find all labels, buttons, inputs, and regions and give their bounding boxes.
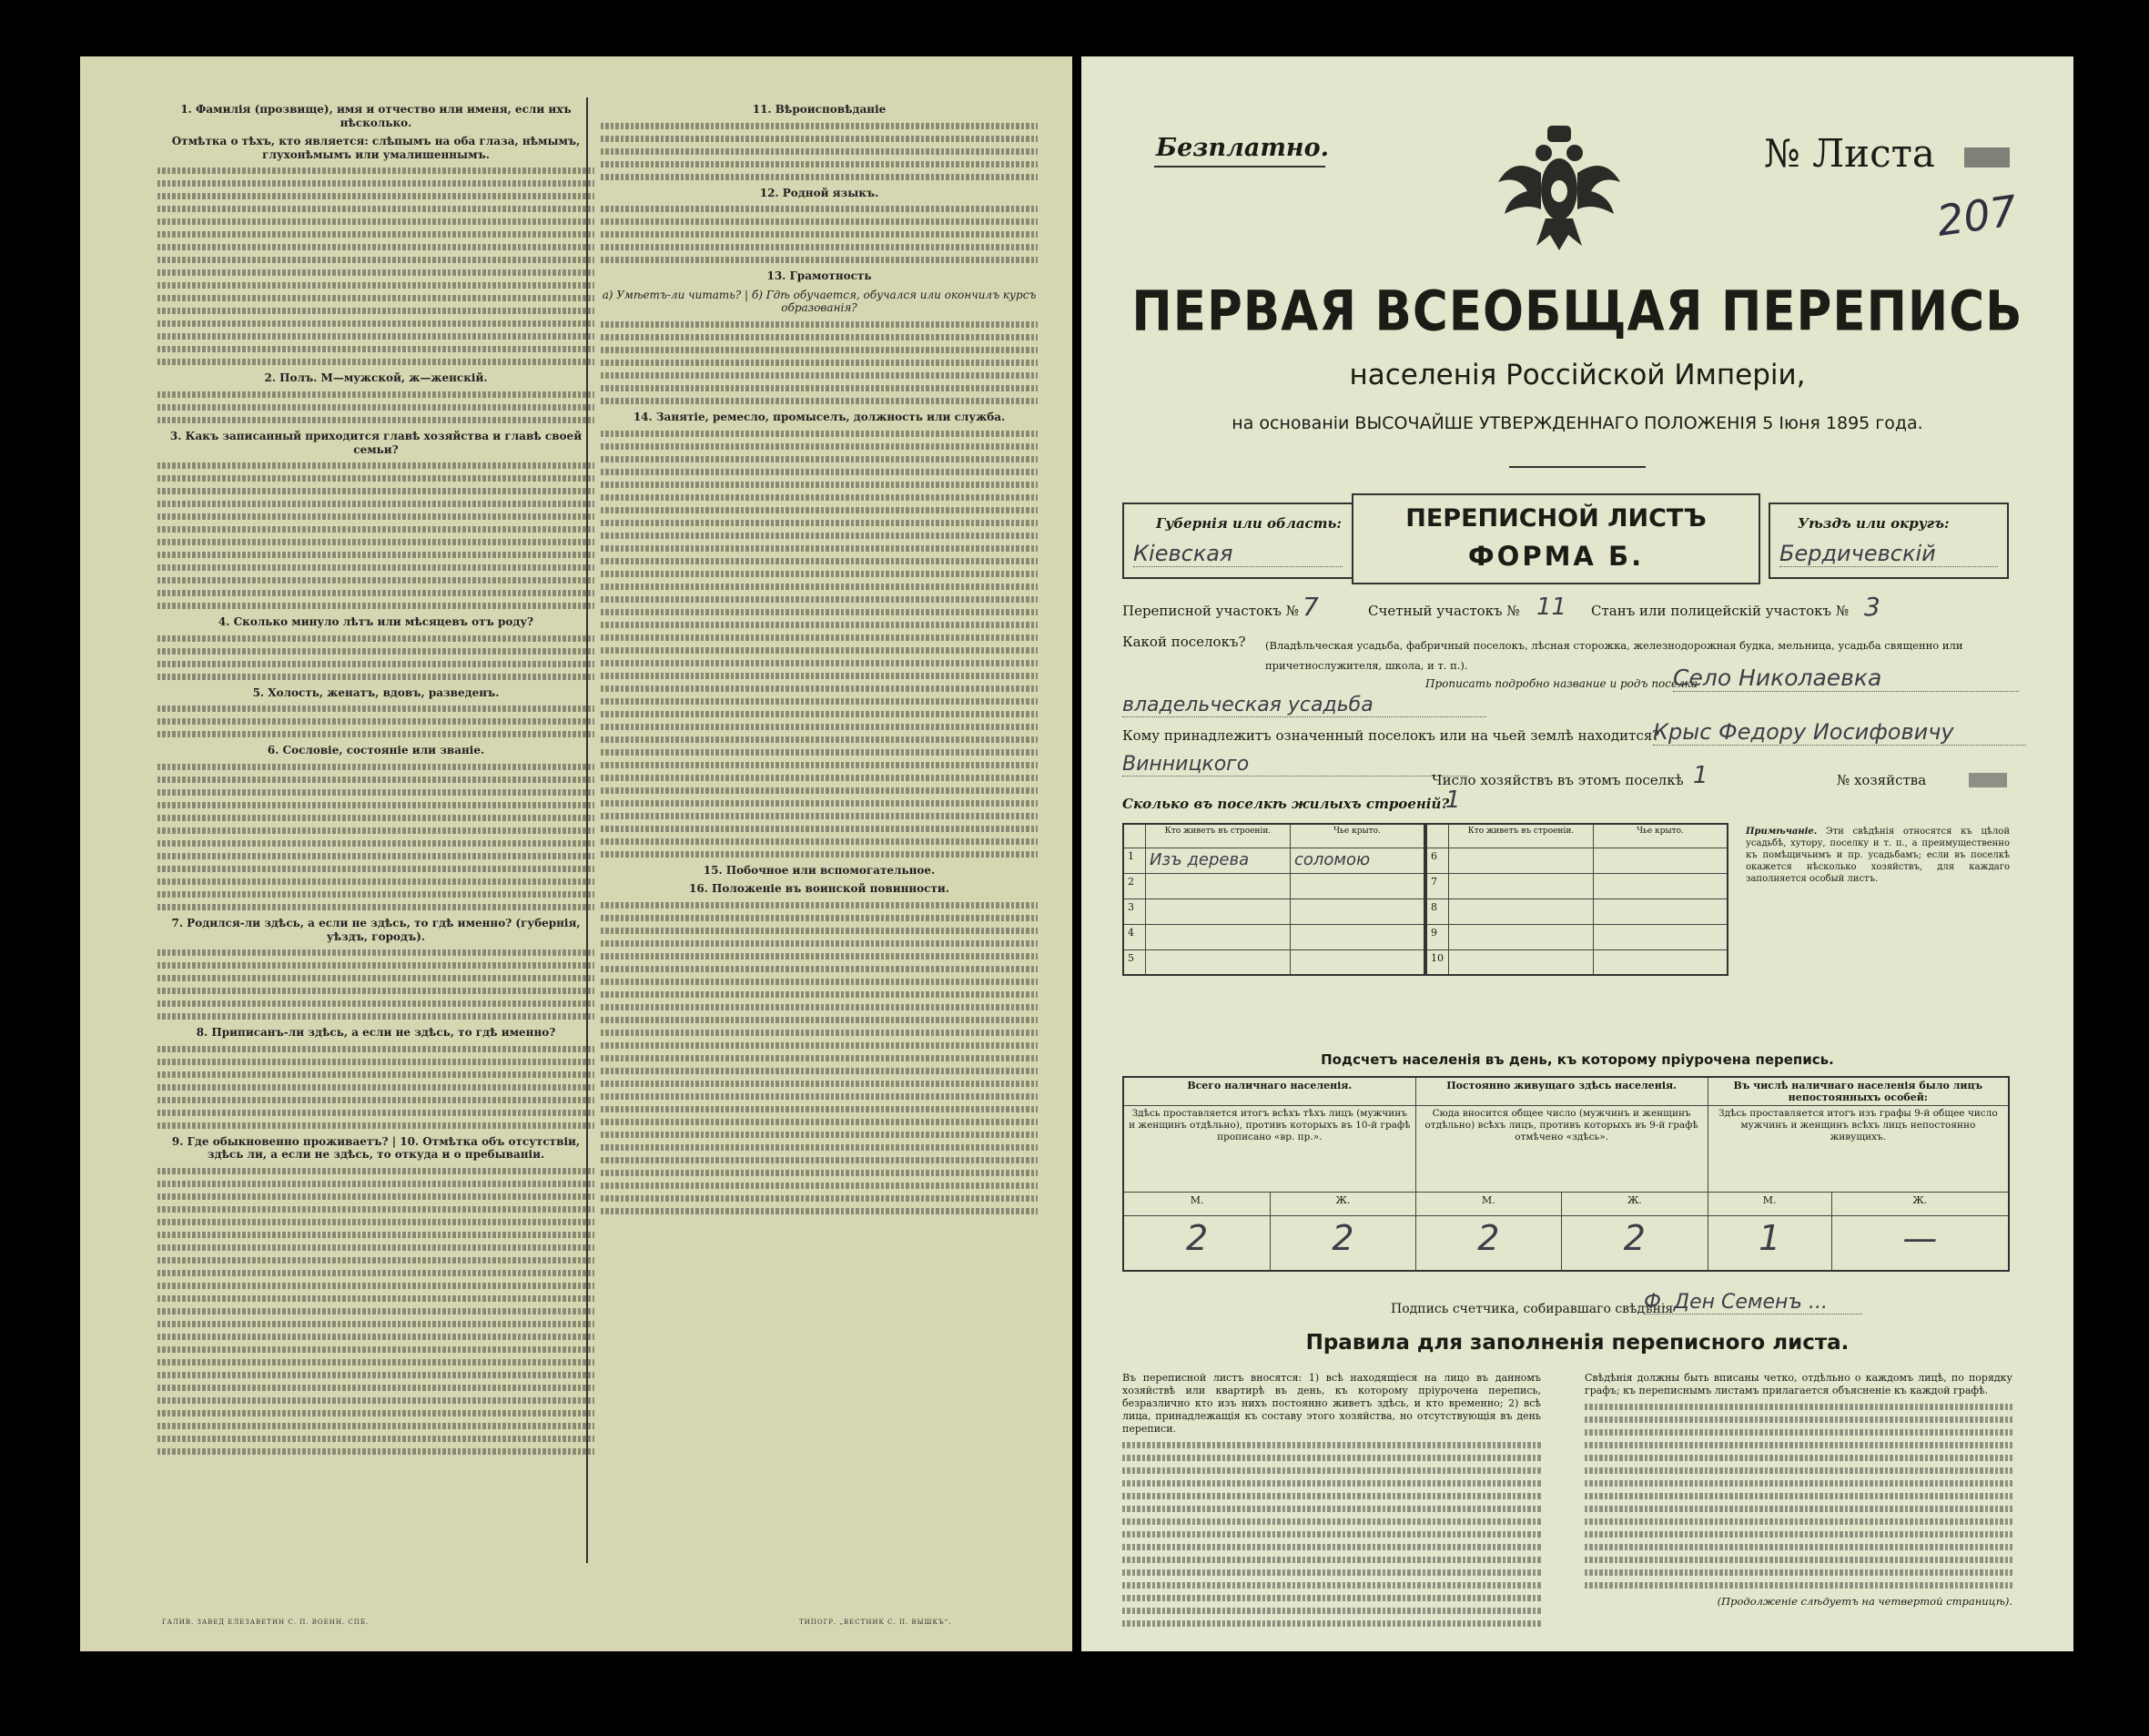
text-block — [601, 206, 1038, 263]
text-block — [157, 949, 594, 1020]
buildings-col-who: Кто живетъ въ строеніи. — [1449, 824, 1594, 848]
text-block — [601, 902, 1038, 1214]
sheet-number-box — [1964, 147, 2010, 168]
settlement-label: Какой поселокъ? — [1122, 634, 1246, 650]
present-female: 2 — [1271, 1216, 1415, 1271]
building-who: Изъ дерева — [1146, 848, 1291, 873]
section-heading: 11. Вѣроисповѣданіе — [752, 103, 887, 116]
row-number: 2 — [1123, 873, 1146, 898]
province-value: Кіевская — [1133, 541, 1343, 567]
buildings-table-right — [1425, 823, 1728, 976]
buildings-col-who: Кто живетъ въ строеніи. — [1146, 824, 1291, 848]
printer-footer: ГАЛИВ. ЗАВЕД ЕЛЕЗАВЕТИН С. П. ВОЕНН. СПБ. — [162, 1619, 370, 1626]
owner-value: Крыс Федору Иосифовичу — [1653, 719, 2026, 746]
district-value: Бердичевскій — [1779, 541, 1998, 567]
female-header: Ж. — [1271, 1193, 1415, 1216]
row-number: 1 — [1123, 848, 1146, 873]
buildings-col-roof: Чье крыто. — [1594, 824, 1728, 848]
text-block — [601, 123, 1038, 180]
male-header: М. — [1123, 1193, 1271, 1216]
row-number: 7 — [1426, 873, 1449, 898]
signature-value: Ф. Ден Семенъ ... — [1644, 1291, 1862, 1315]
household-number-box — [1969, 773, 2007, 787]
rules-left-column — [1122, 1372, 1541, 1633]
buildings-table-left — [1122, 823, 1425, 976]
right-page — [1081, 56, 2073, 1651]
province-label: Губернія или область: — [1156, 515, 1342, 532]
page-title: ПЕРВАЯ ВСЕОБЩАЯ ПЕРЕПИСЬ — [1131, 279, 2023, 344]
page-subtitle: населенія Россійской Имперіи, — [1349, 359, 1806, 391]
col-resident-desc: Сюда вносится общее число (мужчинъ и женщинъ отдѣльно) всѣхъ лицъ, противъ которыхъ въ 9-й графѣ отмѣчено «здѣсь». — [1415, 1106, 1708, 1193]
transient-male: 1 — [1708, 1216, 1831, 1271]
form-name: ФОРМА Б. — [1467, 541, 1645, 572]
buildings-label: Сколько въ поселкѣ жилыхъ строеній? — [1122, 796, 1450, 812]
free-label: Безплатно. — [1156, 134, 1330, 162]
section-heading: а) Умѣетъ-ли читать? | б) Гдѣ обучается, обучался или окончилъ курсъ образованія? — [602, 288, 1037, 315]
male-header: М. — [1708, 1193, 1831, 1216]
settlement-hint: (Владѣльческая усадьба, фабричный поселокъ, лѣсная сторожка, железнодорожная будка, мельница, усадьба священно или причетнослужителя, школа, и т. п.). — [1265, 639, 1963, 672]
left-page — [80, 56, 1072, 1651]
continued-note: (Продолженіе слѣдуетъ на четвертой страницѣ). — [1717, 1595, 2012, 1608]
sheet-number-handwritten: 207 — [1933, 186, 2021, 246]
section-heading: 5. Холость, женатъ, вдовъ, разведенъ. — [252, 685, 500, 699]
text-block — [157, 1046, 594, 1129]
text-block — [157, 462, 594, 609]
row-number: 8 — [1426, 898, 1449, 924]
census-area-value: 7 — [1303, 592, 1319, 622]
double-headed-eagle-emblem — [1491, 118, 1627, 255]
male-header: М. — [1415, 1193, 1562, 1216]
row-number: 3 — [1123, 898, 1146, 924]
stan-label: Станъ или полицейскій участокъ № — [1591, 603, 1850, 619]
col-transient-desc: Здѣсь проставляется итогъ изъ графы 9-й общее число мужчинъ и женщинъ всѣхъ лицъ непостоянно живущихъ. — [1708, 1106, 2009, 1193]
row-number: 5 — [1123, 949, 1146, 975]
col-present-head: Всего наличнаго населенія. — [1123, 1077, 1415, 1106]
owner-label: Кому принадлежитъ означенный поселокъ или на чьей землѣ находится? — [1122, 727, 1660, 744]
count-area-label: Счетный участокъ № — [1368, 603, 1520, 619]
settlement-hint-2: Прописать подробно название и родъ поселка — [1425, 677, 1698, 690]
note-label: Примѣчаніе. — [1746, 827, 1818, 837]
section-heading: 12. Родной языкъ. — [759, 186, 879, 199]
text-block — [601, 321, 1038, 404]
divider — [1509, 466, 1646, 468]
section-heading: 9. Где обыкновенно проживаетъ? | 10. Отмѣтка объ отсутствіи, здѣсь ли, а если не здѣсь, то откуда и о пребываніи. — [171, 1134, 581, 1162]
population-count-table — [1122, 1076, 2010, 1272]
household-number-label: № хозяйства — [1837, 772, 1927, 788]
left-column-1 — [157, 97, 594, 1461]
text-block — [157, 168, 594, 365]
province-box — [1122, 503, 1353, 579]
buildings-col-roof: Чье крыто. — [1291, 824, 1425, 848]
col-present-desc: Здѣсь проставляется итогъ всѣхъ тѣхъ лицъ (мужчинъ и женщинъ отдѣльно), противъ которыхъ въ 10-й графѣ прописано «вр. пр.». — [1123, 1106, 1415, 1193]
section-heading: 14. Занятіе, ремесло, промыселъ, должность или служба. — [633, 410, 1006, 423]
transient-female: — — [1831, 1216, 2009, 1271]
district-label: Уѣздъ или округъ: — [1798, 515, 1950, 532]
text-block — [157, 1168, 594, 1455]
district-box — [1769, 503, 2009, 579]
printer-footer: ТИПОГР. „ВЕСТНИК С. П. ВЫШКЪ“. — [799, 1619, 952, 1626]
resident-male: 2 — [1415, 1216, 1562, 1271]
sheet-number-label: № Листа — [1764, 131, 1935, 176]
section-heading: 7. Родился-ли здѣсь, а если не здѣсь, то гдѣ именно? (губернія, уѣздъ, городъ). — [171, 916, 581, 943]
count-title: Подсчетъ населенія въ день, къ которому пріурочена перепись. — [1321, 1051, 1834, 1068]
rules-left-text: Въ переписной листъ вносятся: 1) всѣ находящіеся на лицо въ данномъ хозяйствѣ или квартирѣ въ день, къ которому пріурочена перепись, безразлично кто изъ нихъ постоянно живетъ здѣсь, и кто временно; 2) всѣ лица, принадлежащія къ составу этого хозяйства, но отсутствующія въ день переписи. — [1122, 1372, 1541, 1435]
stan-value: 3 — [1864, 592, 1880, 622]
building-roof: соломою — [1291, 848, 1425, 873]
section-heading: 4. Сколько минуло лѣтъ или мѣсяцевъ отъ роду? — [218, 615, 534, 629]
rules-title: Правила для заполненія переписного листа. — [1305, 1331, 1850, 1355]
legal-basis: на основаніи ВЫСОЧАЙШЕ УТВЕРЖДЕННАГО ПОЛОЖЕНІЯ 5 Іюня 1895 года. — [1232, 413, 1923, 433]
female-header: Ж. — [1562, 1193, 1708, 1216]
settlement-value-2: владельческая усадьба — [1122, 694, 1486, 717]
section-heading: 15. Побочное или вспомогательное. — [703, 863, 936, 877]
count-area-value: 11 — [1536, 594, 1567, 621]
present-male: 2 — [1123, 1216, 1271, 1271]
row-number: 4 — [1123, 924, 1146, 949]
rules-right-text: Свѣдѣнія должны быть вписаны четко, отдѣльно о каждомъ лицѣ, по порядку графъ; къ переписнымъ листамъ прилагается объясненіе къ каждой графѣ. — [1585, 1372, 2012, 1396]
households-label: Число хозяйствъ въ этомъ поселкѣ — [1432, 772, 1684, 788]
form-box — [1352, 493, 1760, 584]
sheet-name: ПЕРЕПИСНОЙ ЛИСТЪ — [1405, 504, 1707, 533]
section-heading: Отмѣтка о тѣхъ, кто является: слѣпымъ на оба глаза, нѣмымъ, глухонѣмымъ или умалишеннымъ. — [171, 135, 581, 161]
section-heading: 8. Приписанъ-ли здѣсь, а если не здѣсь, то гдѣ именно? — [196, 1026, 556, 1040]
text-block — [157, 764, 594, 910]
resident-female: 2 — [1562, 1216, 1708, 1271]
section-heading: 16. Положеніе въ воинской повинности. — [689, 882, 949, 896]
buildings-value: 1 — [1445, 787, 1461, 814]
row-number: 9 — [1426, 924, 1449, 949]
text-block — [157, 706, 594, 737]
free-underline — [1154, 166, 1325, 168]
row-number: 6 — [1426, 848, 1449, 873]
census-area-label: Переписной участокъ № — [1122, 603, 1299, 619]
note-block — [1746, 826, 2010, 885]
left-column-2 — [601, 97, 1038, 1221]
households-value: 1 — [1693, 762, 1708, 789]
col-transient-head: Въ числѣ наличнаго населенія было лицъ непостоянныхъ особей: — [1708, 1077, 2009, 1106]
section-heading: 6. Сословіе, состояніе или званіе. — [267, 744, 485, 757]
rules-right-column — [1585, 1372, 2012, 1608]
section-heading: 1. Фамилія (прозвище), имя и отчество или именя, если ихъ нѣсколько. — [180, 103, 572, 129]
signature-label: Подпись счетчика, собиравшаго свѣдѣнія — [1391, 1302, 1674, 1316]
owner-value-2: Винницкого — [1122, 753, 1468, 777]
text-block — [157, 635, 594, 680]
text-block — [601, 431, 1038, 858]
section-heading: 13. Грамотность — [766, 269, 872, 283]
female-header: Ж. — [1831, 1193, 2009, 1216]
note-text: Эти свѣдѣнія относятся къ цѣлой усадьбѣ, хутору, поселку и т. п., а преимущественно къ помѣщичьимъ и пр. усадьбамъ; если въ поселкѣ окажется нѣсколько хозяйствъ, для каждаго заполняется особый листъ. — [1746, 827, 2010, 884]
text-block — [157, 391, 594, 423]
section-heading: 2. Полъ. М—мужской, ж—женскій. — [264, 371, 488, 385]
settlement-value: Село Николаевка — [1673, 665, 2019, 692]
row-number: 10 — [1426, 949, 1449, 975]
col-resident-head: Постоянно живущаго здѣсь населенія. — [1415, 1077, 1708, 1106]
section-heading: 3. Какъ записанный приходится главѣ хозяйства и главѣ своей семьи? — [169, 429, 583, 456]
